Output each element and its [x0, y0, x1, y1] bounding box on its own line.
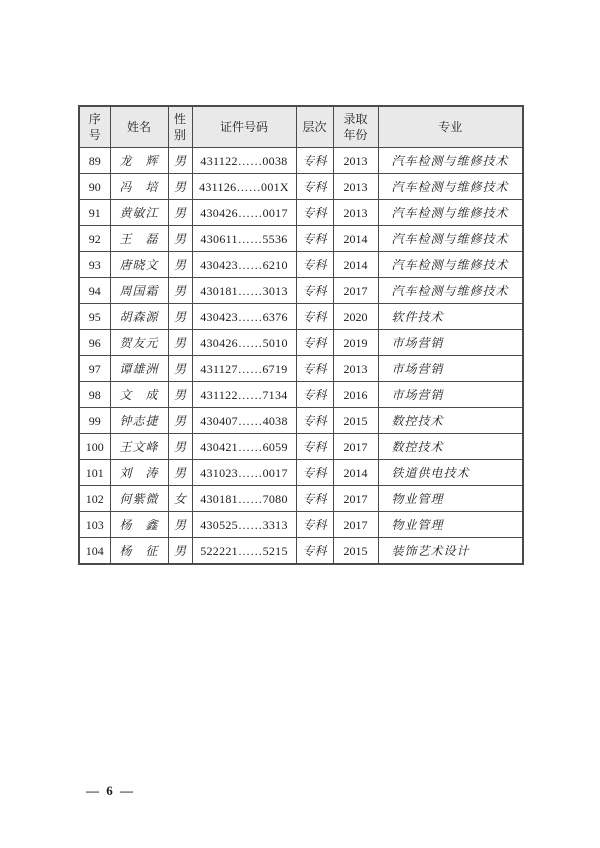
cell-id-number: 430407……4038 — [192, 408, 296, 434]
cell-id-number: 431122……0038 — [192, 148, 296, 174]
cell-id-number: 431126……001X — [192, 174, 296, 200]
cell-major: 市场营销 — [378, 382, 523, 408]
cell-level: 专科 — [296, 304, 333, 330]
cell-year: 2013 — [333, 174, 378, 200]
cell-serial-number: 92 — [79, 226, 110, 252]
cell-level: 专科 — [296, 252, 333, 278]
cell-level: 专科 — [296, 174, 333, 200]
cell-major: 汽车检测与维修技术 — [378, 174, 523, 200]
cell-name: 谭雄洲 — [110, 356, 168, 382]
cell-major: 数控技术 — [378, 408, 523, 434]
cell-year: 2017 — [333, 434, 378, 460]
table-row — [79, 226, 523, 252]
cell-major: 汽车检测与维修技术 — [378, 148, 523, 174]
cell-major: 软件技术 — [378, 304, 523, 330]
cell-major: 汽车检测与维修技术 — [378, 278, 523, 304]
cell-serial-number: 89 — [79, 148, 110, 174]
cell-id-number: 430181……3013 — [192, 278, 296, 304]
cell-level: 专科 — [296, 486, 333, 512]
cell-serial-number: 104 — [79, 538, 110, 565]
cell-gender: 男 — [168, 174, 192, 200]
table-row — [79, 408, 523, 434]
cell-serial-number: 90 — [79, 174, 110, 200]
cell-level: 专科 — [296, 538, 333, 565]
cell-serial-number: 101 — [79, 460, 110, 486]
header-level-label: 层次 — [302, 119, 327, 134]
header-serial-number-label: 序号 — [88, 111, 101, 142]
table-body — [79, 148, 523, 565]
header-name — [110, 106, 168, 148]
cell-serial-number: 100 — [79, 434, 110, 460]
header-major-label: 专业 — [438, 119, 463, 134]
header-level — [296, 106, 333, 148]
cell-gender: 男 — [168, 538, 192, 565]
cell-year: 2013 — [333, 148, 378, 174]
cell-gender: 男 — [168, 148, 192, 174]
cell-level: 专科 — [296, 356, 333, 382]
table-row — [79, 252, 523, 278]
cell-name: 龙 辉 — [110, 148, 168, 174]
cell-level: 专科 — [296, 148, 333, 174]
cell-id-number: 431023……0017 — [192, 460, 296, 486]
cell-name: 胡森源 — [110, 304, 168, 330]
cell-level: 专科 — [296, 382, 333, 408]
cell-level: 专科 — [296, 226, 333, 252]
cell-year: 2013 — [333, 200, 378, 226]
table-row — [79, 538, 523, 565]
table-row — [79, 330, 523, 356]
table-row — [79, 174, 523, 200]
header-admission-year-label: 录取年份 — [343, 111, 368, 142]
header-row — [79, 106, 523, 148]
table-row — [79, 148, 523, 174]
cell-serial-number: 102 — [79, 486, 110, 512]
table-row — [79, 512, 523, 538]
cell-level: 专科 — [296, 434, 333, 460]
cell-id-number: 430611……5536 — [192, 226, 296, 252]
cell-name: 唐晓文 — [110, 252, 168, 278]
cell-name: 钟志捷 — [110, 408, 168, 434]
header-admission-year — [333, 106, 378, 148]
cell-id-number: 430426……5010 — [192, 330, 296, 356]
table-row — [79, 460, 523, 486]
cell-id-number: 431122……7134 — [192, 382, 296, 408]
cell-gender: 男 — [168, 304, 192, 330]
cell-year: 2017 — [333, 278, 378, 304]
cell-level: 专科 — [296, 200, 333, 226]
cell-major: 市场营销 — [378, 330, 523, 356]
cell-gender: 男 — [168, 434, 192, 460]
cell-gender: 男 — [168, 278, 192, 304]
cell-major: 物业管理 — [378, 512, 523, 538]
cell-major: 数控技术 — [378, 434, 523, 460]
cell-id-number: 430423……6210 — [192, 252, 296, 278]
header-name-label: 姓名 — [126, 119, 151, 134]
cell-gender: 男 — [168, 356, 192, 382]
cell-year: 2013 — [333, 356, 378, 382]
cell-name: 贺友元 — [110, 330, 168, 356]
cell-year: 2014 — [333, 226, 378, 252]
cell-name: 周国霜 — [110, 278, 168, 304]
cell-gender: 男 — [168, 200, 192, 226]
table-row — [79, 434, 523, 460]
table-header — [79, 106, 523, 148]
cell-name: 黄敏江 — [110, 200, 168, 226]
cell-level: 专科 — [296, 330, 333, 356]
cell-id-number: 431127……6719 — [192, 356, 296, 382]
cell-gender: 男 — [168, 226, 192, 252]
cell-major: 汽车检测与维修技术 — [378, 252, 523, 278]
cell-name: 杨 征 — [110, 538, 168, 565]
cell-major: 铁道供电技术 — [378, 460, 523, 486]
table-row — [79, 486, 523, 512]
cell-gender: 男 — [168, 330, 192, 356]
cell-serial-number: 94 — [79, 278, 110, 304]
cell-serial-number: 98 — [79, 382, 110, 408]
cell-serial-number: 96 — [79, 330, 110, 356]
cell-id-number: 430181……7080 — [192, 486, 296, 512]
cell-gender: 男 — [168, 382, 192, 408]
admissions-roster-table — [78, 105, 524, 565]
header-major — [378, 106, 523, 148]
cell-year: 2020 — [333, 304, 378, 330]
cell-major: 市场营销 — [378, 356, 523, 382]
cell-year: 2016 — [333, 382, 378, 408]
cell-major: 汽车检测与维修技术 — [378, 226, 523, 252]
cell-year: 2017 — [333, 486, 378, 512]
header-serial-number — [79, 106, 110, 148]
table-row — [79, 382, 523, 408]
cell-serial-number: 99 — [79, 408, 110, 434]
cell-serial-number: 95 — [79, 304, 110, 330]
table-row — [79, 356, 523, 382]
cell-gender: 男 — [168, 460, 192, 486]
cell-name: 王 磊 — [110, 226, 168, 252]
cell-id-number: 430423……6376 — [192, 304, 296, 330]
cell-serial-number: 103 — [79, 512, 110, 538]
cell-year: 2017 — [333, 512, 378, 538]
cell-id-number: 430426……0017 — [192, 200, 296, 226]
table-row — [79, 200, 523, 226]
header-gender-label: 性别 — [173, 111, 186, 142]
cell-id-number: 430525……3313 — [192, 512, 296, 538]
table-row — [79, 278, 523, 304]
cell-gender: 女 — [168, 486, 192, 512]
cell-gender: 男 — [168, 512, 192, 538]
cell-year: 2014 — [333, 252, 378, 278]
cell-name: 王文峰 — [110, 434, 168, 460]
cell-major: 汽车检测与维修技术 — [378, 200, 523, 226]
cell-name: 刘 涛 — [110, 460, 168, 486]
cell-serial-number: 91 — [79, 200, 110, 226]
cell-year: 2019 — [333, 330, 378, 356]
header-id-number-label: 证件号码 — [219, 119, 268, 134]
cell-gender: 男 — [168, 252, 192, 278]
cell-level: 专科 — [296, 512, 333, 538]
cell-year: 2015 — [333, 408, 378, 434]
cell-name: 文 成 — [110, 382, 168, 408]
cell-name: 杨 鑫 — [110, 512, 168, 538]
cell-year: 2014 — [333, 460, 378, 486]
cell-serial-number: 93 — [79, 252, 110, 278]
cell-id-number: 522221……5215 — [192, 538, 296, 565]
cell-level: 专科 — [296, 278, 333, 304]
table-row — [79, 304, 523, 330]
cell-level: 专科 — [296, 460, 333, 486]
header-gender — [168, 106, 192, 148]
cell-year: 2015 — [333, 538, 378, 565]
header-id-number — [192, 106, 296, 148]
cell-id-number: 430421……6059 — [192, 434, 296, 460]
cell-major: 装饰艺术设计 — [378, 538, 523, 565]
cell-major: 物业管理 — [378, 486, 523, 512]
cell-level: 专科 — [296, 408, 333, 434]
cell-serial-number: 97 — [79, 356, 110, 382]
cell-gender: 男 — [168, 408, 192, 434]
cell-name: 冯 培 — [110, 174, 168, 200]
page-number: — 6 — — [86, 783, 135, 798]
cell-name: 何紫微 — [110, 486, 168, 512]
